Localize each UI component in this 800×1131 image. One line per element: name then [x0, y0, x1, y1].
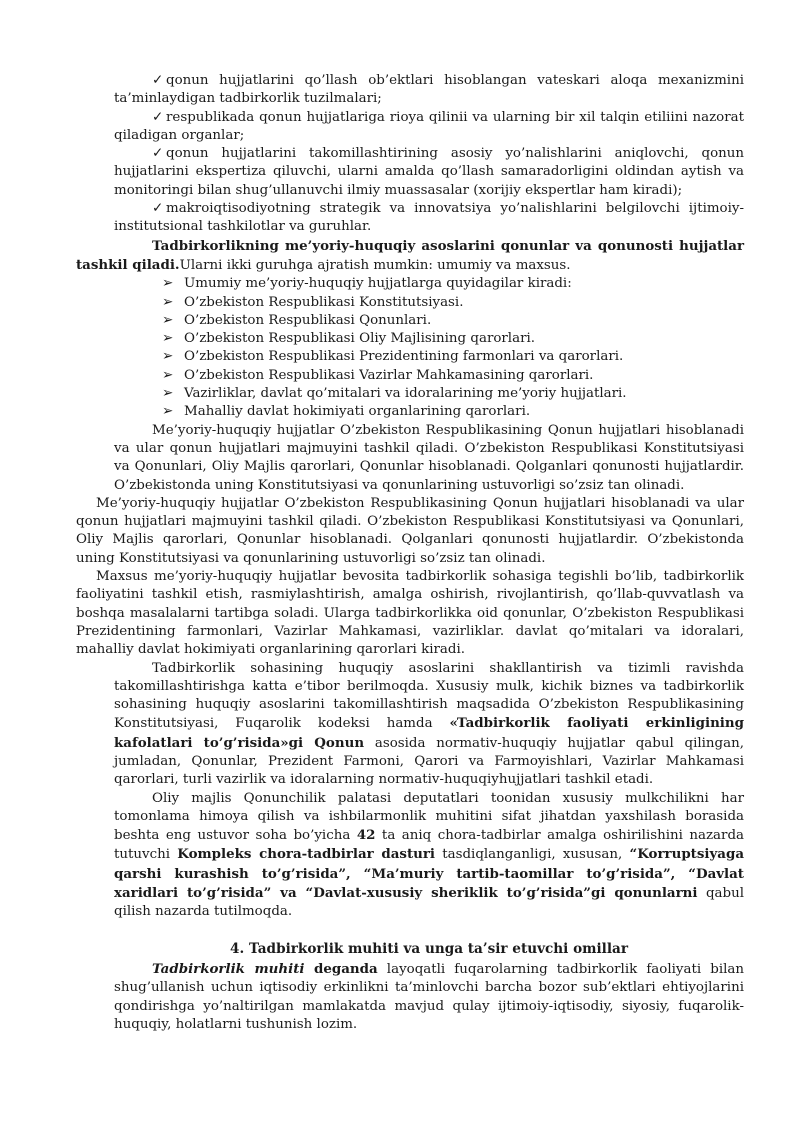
arrow-bullet-icon: ➢: [162, 312, 174, 328]
list-item: ➢ O’zbekiston Respublikasi Vazirlar Mahkamasining qarorlari.: [162, 367, 744, 385]
arrow-bullet-icon: ➢: [162, 331, 174, 347]
check-item-4: ✓ makroiqtisodiyotning strategik va innovatsiya yo’nalishlarini belgilovchi ijtimoiy-institutsional tashkilotlar va guruhlar.: [114, 201, 744, 235]
paragraph-special-acts: Maxsus me’yoriy-huquqiy hujjatlar bevosita tadbirkorlik sohasiga tegishli bo’lib, tadbirkorlik faoliyatini tashkil etish, rasmiylashtirish, amalga oshirish, rivojlantirish, qo’llab-quvvatlash va boshqa masalalarni tartibga soladi. Ularga tadbirkorlikka oid qonunlar, O’zbekiston Respublikasi Prezidentining farmonlari, Vazirlar Mahkamasi, vazirliklar. davlat qo’mitalari va idoralari, mahalliy davlat hokimiyati organlarining qarorlari kiradi.: [76, 569, 744, 658]
arrow-bullet-icon: ➢: [162, 367, 174, 383]
list-item: ➢ O’zbekiston Respublikasi Prezidentining farmonlari va qarorlari.: [162, 348, 744, 366]
checkmark-icon: ✓: [152, 201, 164, 217]
list-item: ➢ O’zbekiston Respublikasi Qonunlari.: [162, 312, 744, 330]
paragraph-legal-framework: Tadbirkorlik sohasining huquqiy asoslarini shakllantirish va tizimli ravishda takomillashtirishga katta e’tibor berilmoqda. Xususiy mulk, kichik biznes va tadbirkorlik sohasining huquqiy asoslarini takomillashtirish maqsadida O’zbekiston Respublikasining Konstitutsiyasi, Fuqarolik kodeksi hamda «Tadbirkorlik faoliyati erkinligining kafolatlari to’g’risida»gi Qonun asosida normativ-huquqiy hujjatlar qabul qilingan, jumladan, Qonunlar, Prezident Farmoni, Qarori va Farmoyishlari, Vazirlar Mahkamasi qarorlari, turli vazirlik va idoralarning normativ-huquqiyhujjatlari tashkil etadi.: [114, 660, 744, 788]
checkmark-icon: ✓: [152, 146, 164, 162]
list-item: ➢ Vazirliklar, davlat qo’mitalari va idoralarining me’yoriy hujjatlari.: [162, 385, 744, 403]
check-item-1: ✓ qonun hujjatlarini qo’llash ob’ektlari hisoblangan vateskari aloqa mexanizmini ta’minlaydigan tadbirkorlik tuzilmalari;: [114, 73, 744, 107]
check-item-2: ✓ respublikada qonun hujjatlariga rioya qilinii va ularning bir xil talqin etiliini nazorat qiladigan organlar;: [114, 109, 744, 143]
arrow-bullet-icon: ➢: [162, 404, 174, 420]
list-item: ➢ Umumiy me’yoriy-huquqiy hujjatlarga quyidagilar kiradi:: [162, 275, 744, 293]
paragraph-legal-acts-2: Me’yoriy-huquqiy hujjatlar O’zbekiston Respublikasining Qonun hujjatlari hisoblanadi va ular qonun hujjatlari majmuyini tashkil qiladi. O’zbekiston Respublikasi Konstitutsiyasi va Qonunlari, Oliy Majlis qarorlari, Qonunlar hisoblanadi. Qolganlari qonunosti hujjatlardir. O’zbekistonda uning Konstitutsiyasi va qonunlarining ustuvorligi so’zsiz tan olinadi.: [76, 495, 744, 566]
arrow-bullet-icon: ➢: [162, 276, 174, 292]
general-legal-acts-list: [114, 275, 744, 421]
arrow-bullet-icon: ➢: [162, 349, 174, 365]
arrow-bullet-icon: ➢: [162, 386, 174, 402]
section-heading: 4. Tadbirkorlik muhiti va unga ta’sir etuvchi omillar: [230, 940, 628, 957]
arrow-bullet-icon: ➢: [162, 294, 174, 310]
paragraph-business-environment: Tadbirkorlik muhiti deganda layoqatli fuqarolarning tadbirkorlik faoliyati bilan shug’ullanish uchun iqtisodiy erkinlikni ta’minlovchi barcha bozor sub’ektlari ehtiyojlarini qondirishga yo’naltirilgan mamlakatda mavjud qulay ijtimoiy-iqtisodiy, siyosiy, fuqarolik-huquqiy, holatlarni tushunish lozim.: [114, 960, 744, 1032]
legal-basis-intro: Tadbirkorlikning me’yoriy-huquqiy asoslarini qonunlar va qonunosti hujjatlar tashkil qiladi.Ularni ikki guruhga ajratish mumkin: umumiy va maxsus.: [76, 237, 744, 273]
paragraph-parliament-program: Oliy majlis Qonunchilik palatasi deputatlari toonidan xususiy mulkchilikni har tomonlama himoya qilish va ishbilarmonlik muhitini sifat jihatdan yaxshilash borasida beshta eng ustuvor soha bo’yicha 42 ta aniq chora-tadbirlar amalga oshirilishini nazarda tutuvchi Kompleks chora-tadbirlar dasturi tasdiqlanganligi, xususan, “Korruptsiyaga qarshi kurashish to’g’risida”, “Ma’muriy tartib-taomillar to’g’risida”, “Davlat xaridlari to’g’risida” va “Davlat-xususiy sheriklik to’g’risida”gi qonunlarni qabul qilish nazarda tutilmoqda.: [114, 790, 744, 920]
list-item: ➢ O’zbekiston Respublikasi Oliy Majlisining qarorlari.: [162, 330, 744, 348]
list-item: ➢ Mahalliy davlat hokimiyati organlarining qarorlari.: [162, 403, 744, 421]
checkmark-icon: ✓: [152, 73, 164, 88]
list-item: ➢ O’zbekiston Respublikasi Konstitutsiyasi.: [162, 294, 744, 312]
paragraph-legal-acts-1: Me’yoriy-huquqiy hujjatlar O’zbekiston Respublikasining Qonun hujjatlari hisoblanadi va ular qonun hujjatlari majmuyini tashkil qiladi. O’zbekiston Respublikasi Konstitutsiyasi va Qonunlari, Oliy Majlis qarorlari, Qonunlar hisoblanadi. Qolganlari qonunosti hujjatlardir. O’zbekistonda uning Konstitutsiyasi va qonunlarining ustuvorligi so’zsiz tan olinadi.: [114, 422, 744, 493]
checkmark-icon: ✓: [152, 109, 164, 125]
check-item-3: ✓ qonun hujjatlarini takomillashtirining asosiy yo’nalishlarini aniqlovchi, qonun hujjatlarini ekspertiza qiluvchi, ularni amalda qo’llash samaradorligini oldindan aytish va monitoringi bilan shug’ullanuvchi ilmiy muassasalar (xorijiy ekspertlar ham kiradi);: [114, 146, 744, 198]
